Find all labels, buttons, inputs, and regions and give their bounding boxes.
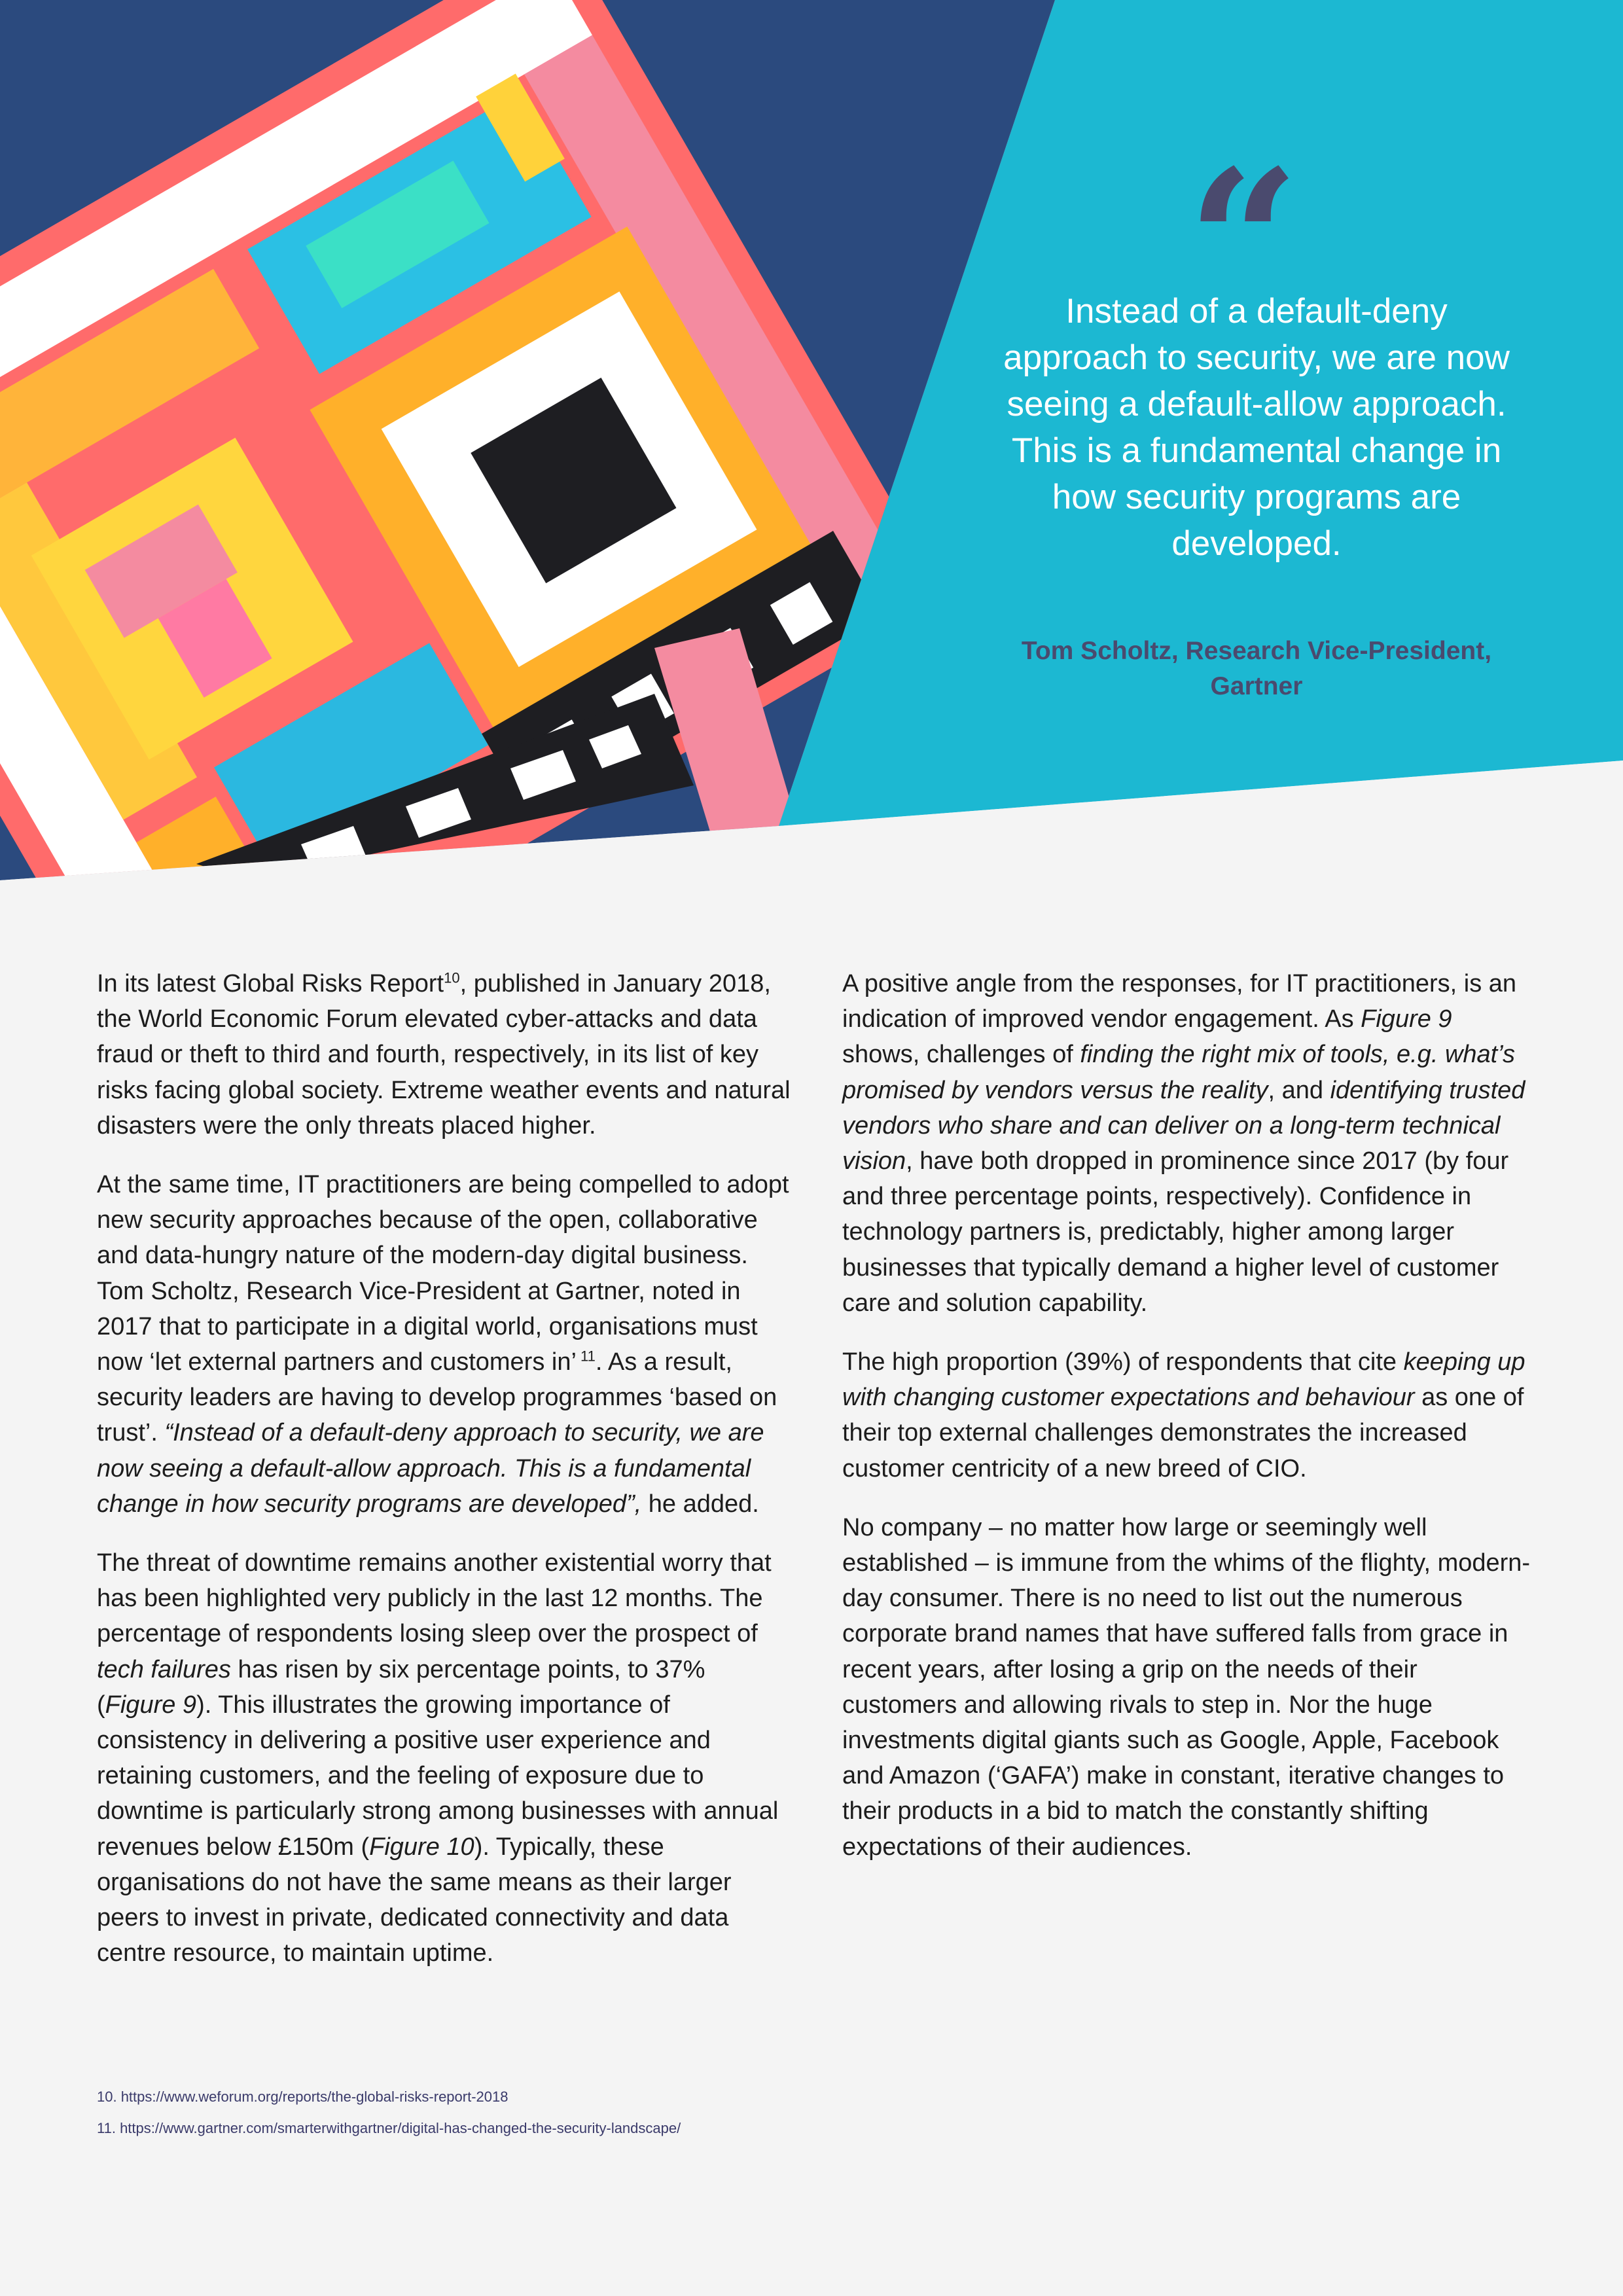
attribution-line-2: Gartner (1210, 672, 1303, 700)
left-column (97, 966, 791, 1994)
footnote-ref-11: 11 (576, 1348, 596, 1365)
paragraph-security-approaches: At the same time, IT practitioners are being compelled to adopt new security approaches because of the open, collaborative and data-hungry nature of the modern-day digital business. Tom Scholtz, Research Vice-President at Gartner, noted in 2017 that to participate in a digital world, organisations must now ‘let external partners and customers in’ $^{11}$. As a result, security leaders are having to develop programmes ‘based on trust’. “Instead of a default-deny approach to security, we are now seeing a default-allow approach. This is a fundamental change in how security programs are developed”, he added. (97, 1171, 789, 1518)
paragraph-customer-expectations: The high proportion (39%) of respondents that cite keeping up with changing customer expectations and behaviour as one of their top external challenges demonstrates the increased customer centricity of a new breed of CIO. (842, 1348, 1525, 1482)
quote-mark-icon: “ (1186, 126, 1300, 357)
paragraph-global-risks: In its latest Global Risks Report$^{10}$, published in January 2018, the World Economic Forum elevated cyber-attacks and data fraud or theft to third and fourth, respectively, in its list of key risks facing global society. Extreme weather events and natural disasters were the only threats placed higher. (97, 969, 791, 1139)
footnotes (97, 2085, 1275, 2148)
footnote-11: 11. https://www.gartner.com/smarterwithgartner/digital-has-changed-the-security-landscape/ (97, 2120, 681, 2136)
paragraph-no-company-immune: No company – no matter how large or seemingly well established – is immune from the whims of the flighty, modern-day consumer. There is no need to list out the numerous corporate brand names that have suffered falls from grace in recent years, after losing a grip on the needs of their customers and allowing rivals to step in. Nor the huge investments digital giants such as Google, Apple, Facebook and Amazon (‘GAFA’) make in constant, iterative changes to their products in a bid to match the constantly shifting expectations of their audiences. (842, 1513, 1531, 1861)
paragraph-downtime: The threat of downtime remains another existential worry that has been highlighted very publicly in the last 12 months. The percentage of respondents losing sleep over the prospect of tech failures has risen by six percentage points, to 37% (Figure 9). This illustrates the growing importance of consistency in delivering a positive user experience and retaining customers, and the feeling of exposure due to downtime is particularly strong among businesses with annual revenues below £150m (Figure 10). Typically, these organisations do not have the same means as their larger peers to invest in private, dedicated connectivity and data centre resource, to maintain uptime. (97, 1549, 779, 1967)
pull-quote-attribution (1001, 634, 1512, 704)
right-column (842, 966, 1536, 1888)
pull-quote-text: Instead of a default-deny approach to security, we are now seeing a default-allow approach. This is a fundamental change in how security programs are developed. (1003, 292, 1510, 563)
inline-quote: “Instead of a default-deny approach to security, we are now seeing a default-allow approach. This is a fundamental change in how security programs are developed”, (97, 1419, 764, 1518)
paragraph-vendor-engagement: A positive angle from the responses, for IT practitioners, is an indication of improved vendor engagement. As Figure 9 shows, challenges of finding the right mix of tools, e.g. what’s promised by vendors versus the reality, and identifying trusted vendors who share and can deliver on a long-term technical vision, have both dropped in prominence since 2017 (by four and three percentage points, respectively). Confidence in technology partners is, predictably, higher among larger businesses that typically demand a higher level of customer care and solution capability. (842, 970, 1525, 1317)
footnote-10: 10. https://www.weforum.org/reports/the-global-risks-report-2018 (97, 2089, 508, 2105)
attribution-line-1: Tom Scholtz, Research Vice-President, (1021, 637, 1492, 665)
footnote-ref-10: 10 (444, 969, 460, 986)
